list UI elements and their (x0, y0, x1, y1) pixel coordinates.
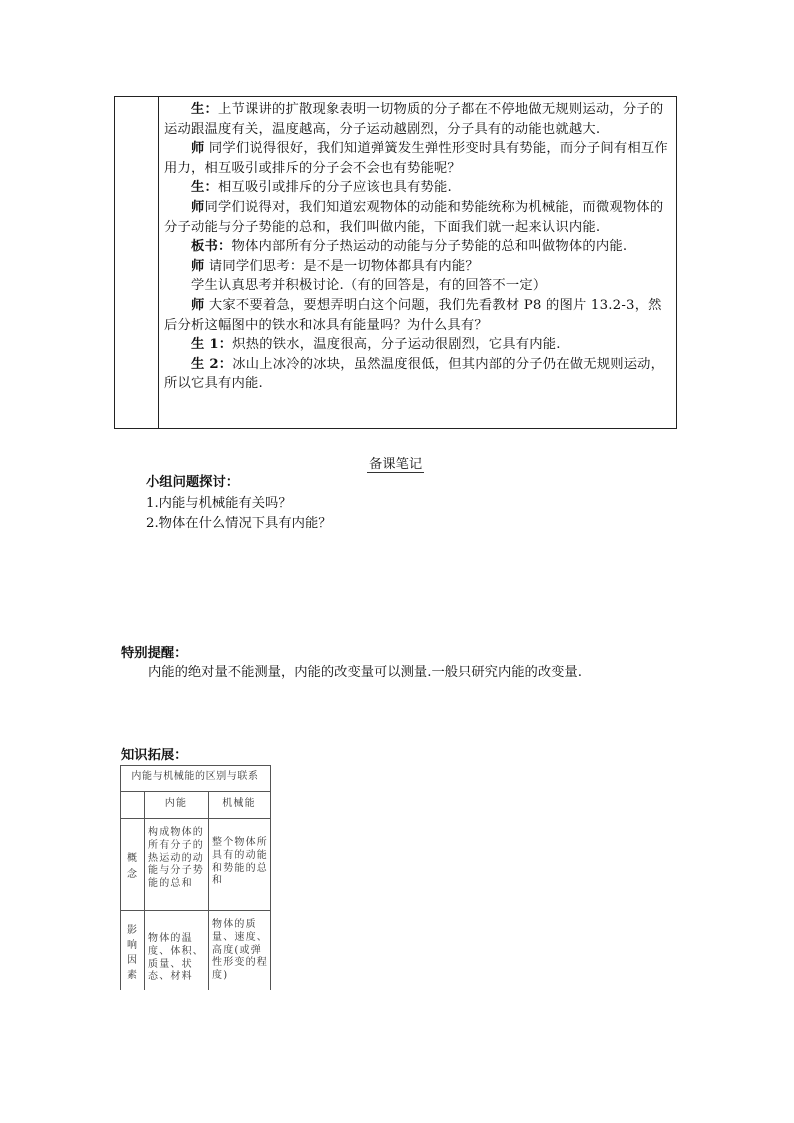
lesson-dialogue-table (114, 96, 677, 429)
discussion-question: 1.内能与机械能有关吗？ (146, 495, 292, 511)
dialogue-line (164, 198, 672, 237)
dialogue-content (164, 100, 672, 394)
table-rule (270, 765, 271, 990)
column-header-mechanical-energy: 机械能 (222, 798, 256, 809)
notes-title-text: 备课笔记 (369, 457, 423, 472)
dialogue-text: 同学们说得很好，我们知道弹簧发生弹性形变时具有势能，而分子间有相互作用力，相互吸引或排斥的分子会不会也有势能呢？ (164, 141, 668, 176)
special-reminder-text: 内能的绝对量不能测量，内能的改变量可以测量.一般只研究内能的改变量. (148, 665, 582, 680)
table-rule (120, 765, 270, 766)
dialogue-text: 冰山上冰冷的冰块，虽然温度很低，但其内部的分子仍在做无规则运动，所以它具有内能. (164, 356, 665, 392)
dialogue-text: 学生认真思考并积极讨论.（有的回答是，有的回答不一定） (191, 278, 547, 294)
table-rule (120, 791, 270, 792)
knowledge-extension-title: 知识拓展： (121, 748, 188, 763)
table-rule (120, 910, 270, 911)
speaker-label: 板书： (191, 239, 232, 255)
speaker-label: 师 (191, 297, 205, 313)
table-rule (120, 765, 121, 990)
dialogue-line (164, 335, 672, 355)
notes-heading (367, 453, 424, 472)
dialogue-line (164, 276, 672, 296)
dialogue-line (164, 100, 672, 139)
column-header-internal-energy: 内能 (164, 798, 188, 809)
special-reminder-title: 特别提醒： (121, 646, 188, 661)
comparison-table-image (120, 765, 270, 990)
discussion-question: 2.物体在什么情况下具有内能？ (146, 516, 332, 531)
row-label-factors: 影响因素 (127, 925, 139, 981)
speaker-label: 师 (191, 258, 205, 274)
speaker-label: 生 1： (191, 337, 233, 353)
group-discussion (146, 473, 332, 535)
dialogue-line (164, 139, 672, 178)
speaker-label: 生： (191, 180, 218, 196)
table-column-divider (158, 97, 159, 428)
dialogue-text: 大家不要着急，要想弄明白这个问题，我们先看教材 P8 的图片 13.2-3，然后分析这幅图中的铁水和冰具有能量吗？为什么具有？ (164, 297, 662, 333)
table-rule (144, 791, 145, 990)
dialogue-line (164, 355, 672, 394)
dialogue-text: 炽热的铁水，温度很高，分子运动很剧烈，它具有内能. (232, 337, 561, 353)
dialogue-text: 上节课讲的扩散现象表明一切物质的分子都在不停地做无规则运动，分子的运动跟温度有关，温度越高，分子运动越剧烈，分子具有的动能也就越大. (164, 102, 664, 137)
factors-internal-energy: 物体的温度、体积、质量、状态、材料 (148, 933, 204, 983)
dialogue-line (164, 178, 672, 198)
speaker-label: 生 2： (191, 356, 233, 372)
dialogue-text: 相互吸引或排斥的分子应该也具有势能. (218, 180, 452, 196)
group-discussion-title: 小组问题探讨： (146, 475, 240, 490)
dialogue-line (164, 237, 672, 257)
dialogue-text: 同学们说得对，我们知道宏观物体的动能和势能统称为机械能，而微观物体的分子动能与分子势能的总和，我们叫做内能，下面我们就一起来认识内能. (164, 199, 664, 235)
speaker-label: 师 (191, 199, 205, 215)
row-label-concept: 概念 (127, 853, 139, 880)
dialogue-line (164, 257, 672, 277)
dialogue-text: 请同学们思考：是不是一切物体都具有内能？ (204, 258, 479, 274)
table-rule (208, 791, 209, 990)
speaker-label: 师 (191, 141, 205, 157)
dialogue-text: 物体内部所有分子热运动的动能与分子势能的总和叫做物体的内能. (231, 239, 628, 255)
table-rule (120, 818, 270, 819)
speaker-label: 生： (191, 102, 218, 117)
factors-mechanical-energy: 物体的质量、速度、高度(或弹性形变的程度) (212, 919, 268, 982)
concept-mechanical-energy: 整个物体所具有的动能和势能的总和 (212, 837, 268, 887)
dialogue-line (164, 296, 672, 335)
comparison-table-title: 内能与机械能的区别与联系 (131, 771, 259, 782)
concept-internal-energy: 构成物体的所有分子的热运动的动能与分子势能的总和 (148, 827, 204, 890)
